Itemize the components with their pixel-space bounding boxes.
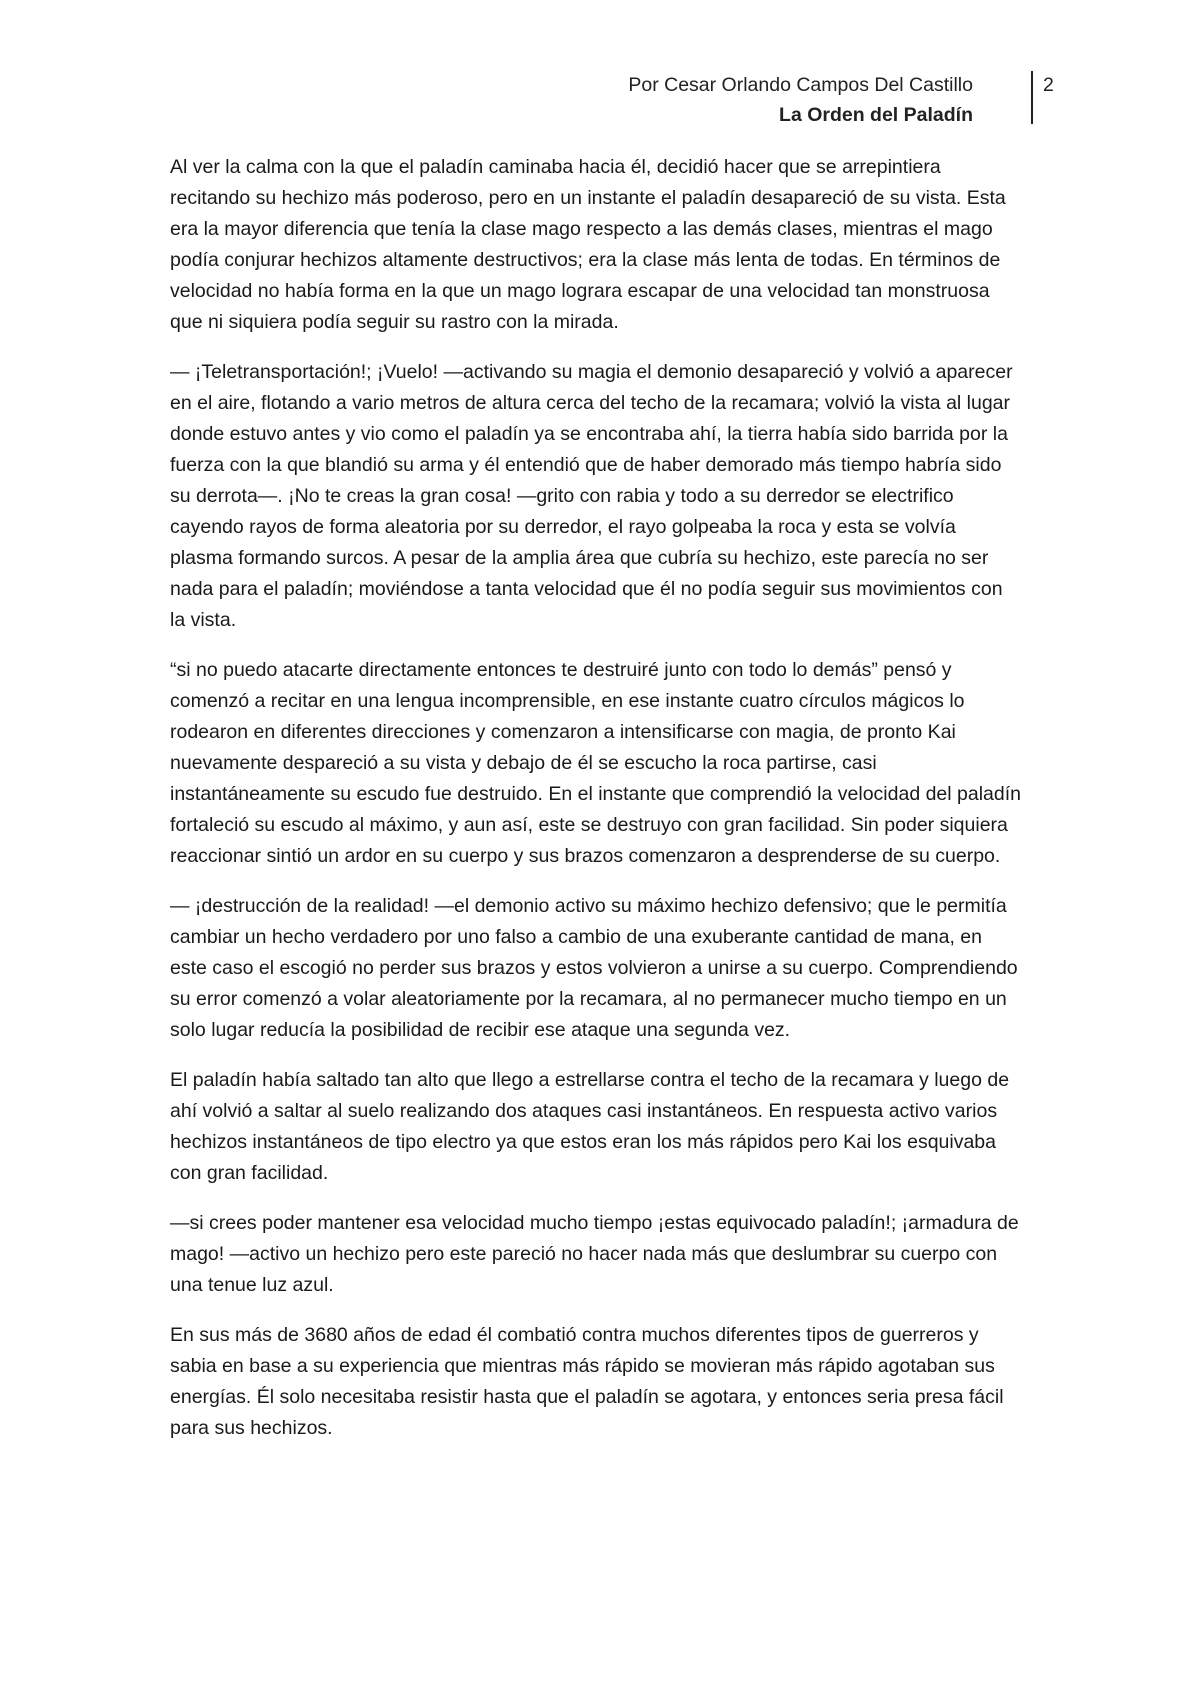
page-number: 2 <box>1043 74 1054 96</box>
header-author: Por Cesar Orlando Campos Del Castillo <box>628 74 973 96</box>
paragraph: — ¡Teletransportación!; ¡Vuelo! —activando su magia el demonio desapareció y volvió a aparecer en el aire, flotando a vario metros de altura cerca del techo de la recamara; volvió la vista al lugar donde estuvo antes y vio como el paladín ya se encontraba ahí, la tierra había sido barrida por la fuerza con la que blandió su arma y él entendió que de haber demorado más tiempo habría sido su derrota—. ¡No te creas la gran cosa! —grito con rabia y todo a su derredor se electrifico cayendo rayos de forma aleatoria por su derredor, el rayo golpeaba la roca y esta se volvía plasma formando surcos. A pesar de la amplia área que cubría su hechizo, este parecía no ser nada para el paladín; moviéndose a tanta velocidad que él no podía seguir sus movimientos con la vista. <box>170 361 1013 631</box>
paragraph: El paladín había saltado tan alto que llego a estrellarse contra el techo de la recamara y luego de ahí volvió a saltar al suelo realizando dos ataques casi instantáneos. En respuesta activo varios hechizos instantáneos de tipo electro ya que estos eran los más rápidos pero Kai los esquivaba con gran facilidad. <box>170 1069 1010 1184</box>
paragraph: Al ver la calma con la que el paladín caminaba hacia él, decidió hacer que se arrepintiera recitando su hechizo más poderoso, pero en un instante el paladín desapareció de su vista. Esta era la mayor diferencia que tenía la clase mago respecto a las demás clases, mientras el mago podía conjurar hechizos altamente destructivos; era la clase más lenta de todas. En términos de velocidad no había forma en la que un mago lograra escapar de una velocidad tan monstruosa que ni siquiera podía seguir su rastro con la mirada. <box>170 156 1006 333</box>
header-divider <box>1031 71 1033 124</box>
header-book-title: La Orden del Paladín <box>779 104 973 126</box>
paragraph: — ¡destrucción de la realidad! —el demonio activo su máximo hechizo defensivo; que le permitía cambiar un hecho verdadero por uno falso a cambio de una exuberante cantidad de mana, en este caso el escogió no perder sus brazos y estos volvieron a unirse a su cuerpo. Comprendiendo su error comenzó a volar aleatoriamente por la recamara, al no permanecer mucho tiempo en un solo lugar reducía la posibilidad de recibir ese ataque una segunda vez. <box>170 895 1018 1041</box>
paragraph: “si no puedo atacarte directamente entonces te destruiré junto con todo lo demás” pensó y comenzó a recitar en una lengua incomprensible, en ese instante cuatro círculos mágicos lo rodearon en diferentes direcciones y comenzaron a intensificarse con magia, de pronto Kai nuevamente despareció a su vista y debajo de él se escucho la roca partirse, casi instantáneamente su escudo fue destruido. En el instante que comprendió la velocidad del paladín fortaleció su escudo al máximo, y aun así, este se destruyo con gran facilidad. Sin poder siquiera reaccionar sintió un ardor en su cuerpo y sus brazos comenzaron a desprenderse de su cuerpo. <box>170 659 1021 867</box>
page-header <box>628 70 973 130</box>
paragraph: —si crees poder mantener esa velocidad mucho tiempo ¡estas equivocado paladín!; ¡armadura de mago! —activo un hechizo pero este pareció no hacer nada más que deslumbrar su cuerpo con una tenue luz azul. <box>170 1212 1019 1296</box>
paragraph: En sus más de 3680 años de edad él combatió contra muchos diferentes tipos de guerreros y sabia en base a su experiencia que mientras más rápido se movieran más rápido agotaban sus energías. Él solo necesitaba resistir hasta que el paladín se agotara, y entonces seria presa fácil para sus hechizos. <box>170 1324 1004 1439</box>
body-text <box>170 152 1022 1463</box>
